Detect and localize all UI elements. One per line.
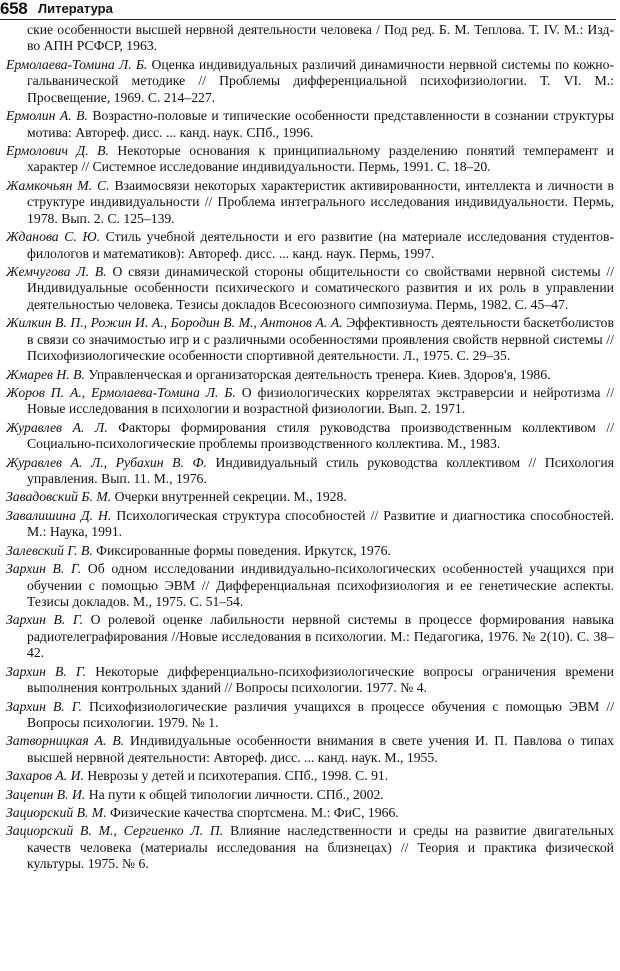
reference-entry xyxy=(6,489,614,505)
reference-author: Журавлев А. Л., Рубахин В. Ф. xyxy=(6,454,207,470)
page-header xyxy=(0,0,620,20)
reference-text: Стиль учебной деятельности и его развитие (на материале исследования студентов-филологов и математиков): Автореф. дисс. ... канд. наук. Пермь, 1997. xyxy=(27,229,615,261)
reference-text: Неврозы у детей и психотерапия. СПб., 1998. С. 91. xyxy=(87,768,389,784)
reference-entry xyxy=(6,420,614,453)
reference-author: Завадовский Б. М. xyxy=(6,489,112,505)
reference-entry xyxy=(6,143,614,176)
reference-text: Эффективность деятельности баскетболистов в связи со значимостью игр и с различными особенностями проявления свойств нервной системы // Психофизиологические особенности спортивной деятельности. Л., 1975. С. 29–35. xyxy=(27,315,614,364)
reference-entry xyxy=(6,385,614,418)
reference-author: Жданова С. Ю. xyxy=(6,229,100,245)
reference-text: Психофизиологические различия учащихся в процессе обучения с помощью ЭВМ // Вопросы психологии. 1979. № 1. xyxy=(27,698,614,730)
reference-author: Захаров А. И. xyxy=(6,768,84,784)
reference-text: О связи динамической стороны общительности со свойствами нервной системы // Индивидуальные особенности психического и соматического развития и их роль в управлении деятельностью человека. Тезисы докладов Всесоюзного симпозиума. Пермь, 1982. С. 45–47. xyxy=(27,263,615,312)
reference-author: Журавлев А. Л. xyxy=(6,419,108,435)
reference-entry xyxy=(6,612,614,661)
reference-text: На пути к общей типологии личности. СПб., 2002. xyxy=(88,786,384,802)
reference-text: Взаимосвязи некоторых характеристик активированности, интеллекта и личности в структуре индивидуальности // Проблема интегрального исследования индивидуальности. Пермь, 1978. Вып. 2. С. 125–139. xyxy=(27,177,614,226)
reference-entry xyxy=(6,805,614,821)
reference-author: Ермолович Д. В. xyxy=(6,142,109,158)
reference-author: Зархин В. Г. xyxy=(6,561,82,577)
reference-author: Залевский Г. В. xyxy=(6,542,93,558)
reference-entry xyxy=(6,108,614,141)
reference-entry xyxy=(6,733,614,766)
reference-author: Зацепин В. И. xyxy=(6,786,86,802)
reference-entry xyxy=(6,315,614,364)
page-number: 658 xyxy=(0,0,28,18)
reference-text: ские особенности высшей нервной деятельности человека / Под ред. Б. М. Теплова. Т. IV. М.: Изд-во АПН РСФСР, 1963. xyxy=(27,22,614,54)
reference-entry xyxy=(6,787,614,803)
reference-text: Физические качества спортсмена. М.: ФиС, 1966. xyxy=(110,805,399,821)
reference-author: Зархин В. Г. xyxy=(6,612,84,628)
reference-author: Жамкочьян М. С. xyxy=(6,177,110,193)
reference-entry xyxy=(6,699,614,732)
reference-entry xyxy=(6,264,614,313)
reference-author: Жемчугова Л. В. xyxy=(6,263,107,279)
reference-entry xyxy=(6,178,614,227)
reference-author: Ермолаева-Томина Л. Б. xyxy=(6,56,148,72)
reference-entry xyxy=(6,229,614,262)
reference-entry xyxy=(6,543,614,559)
reference-author: Зациорский В. М. xyxy=(6,805,107,821)
reference-text: Об одном исследовании индивидуально-психологических особенностей учащихся при обучении с помощью ЭВМ // Дифференциальная психофизиология и ее генетические аспекты. Тезисы докладов. М., 1975. С. 51–54. xyxy=(27,561,614,610)
running-title: Литература xyxy=(38,1,113,16)
reference-text: Индивидуальные особенности внимания в свете учения И. П. Павлова о типах высшей нервной деятельности: Автореф. дисс. ... канд. наук. М., 1955. xyxy=(27,733,614,765)
reference-text: Очерки внутренней секреции. М., 1928. xyxy=(114,489,347,505)
reference-text: Некоторые основания к принципиальному разделению понятий темперамент и характер // Системное исследование индивидуальности. Пермь, 1991. С. 18–20. xyxy=(27,142,615,175)
reference-text: Влияние наследственности и среды на развитие двигательных качеств человека (материалы исследования на близнецах) // Теория и практика физической культуры. 1975. № 6. xyxy=(27,823,614,872)
reference-text: Психологическая структура способностей // Развитие и диагностика способностей. М.: Наука, 1991. xyxy=(27,507,615,540)
reference-text: Индивидуальный стиль руководства коллективом // Психология управления. Вып. 11. М., 1976. xyxy=(27,454,615,487)
reference-author: Жилкин В. П., Рожин И. А., Бородин В. М., Антонов А. А. xyxy=(6,315,343,331)
reference-entry xyxy=(6,57,614,106)
reference-entry xyxy=(6,367,614,383)
header-rule xyxy=(0,19,616,20)
reference-entry xyxy=(6,664,614,697)
reference-list xyxy=(6,22,614,875)
reference-entry xyxy=(6,768,614,784)
reference-text: Фиксированные формы поведения. Иркутск, 1976. xyxy=(96,542,391,558)
reference-author: Жоров П. А., Ермолаева-Томина Л. Б. xyxy=(6,384,236,400)
reference-entry xyxy=(6,508,614,541)
reference-author: Ермолин А. В. xyxy=(6,108,88,124)
reference-entry xyxy=(6,455,614,488)
reference-text: Оценка индивидуальных различий динамичности нервной системы по кожно-гальванической методике // Проблемы дифференциальной психофизиологии. Т. VI. М.: Просвещение, 1969. С. 214–227. xyxy=(27,56,615,105)
reference-text: Управленческая и организаторская деятельность тренера. Киев. Здоров'я, 1986. xyxy=(88,366,551,382)
reference-text: О ролевой оценке лабильности нервной системы в процессе формирования навыка радиотелеграфирования //Новые исследования в психологии. М.: Педагогика, 1976. № 2(10). С. 38–42. xyxy=(27,612,614,661)
reference-entry xyxy=(6,823,614,872)
reference-entry xyxy=(6,561,614,610)
reference-author: Зархин В. Г. xyxy=(6,698,82,714)
reference-entry xyxy=(6,22,614,55)
reference-author: Зациорский В. М., Сергиенко Л. П. xyxy=(6,823,224,839)
reference-author: Затворницкая А. В. xyxy=(6,733,125,749)
reference-text: Факторы формирования стиля руководства производственным коллективом // Социально-психологические проблемы производственного коллектива. М., 1983. xyxy=(27,419,614,452)
reference-text: Некоторые дифференциально-психофизиологические вопросы ограничения времени выполнения контрольных зданий // Вопросы психологии. 1977. № 4. xyxy=(27,663,614,696)
reference-author: Завалишина Д. Н. xyxy=(6,507,112,523)
reference-text: О физиологических коррелятах экстраверсии и нейротизма // Новые исследования в психологии и возрастной физиологии. Вып. 2. 1971. xyxy=(27,384,614,417)
reference-text: Возрастно-половые и типические особенности представленности в сознании структуры мотива: Автореф. дисс. ... канд. наук. СПб., 1996. xyxy=(27,108,615,140)
reference-author: Зархин В. Г. xyxy=(6,663,87,679)
reference-author: Жмарев Н. В. xyxy=(6,366,85,382)
